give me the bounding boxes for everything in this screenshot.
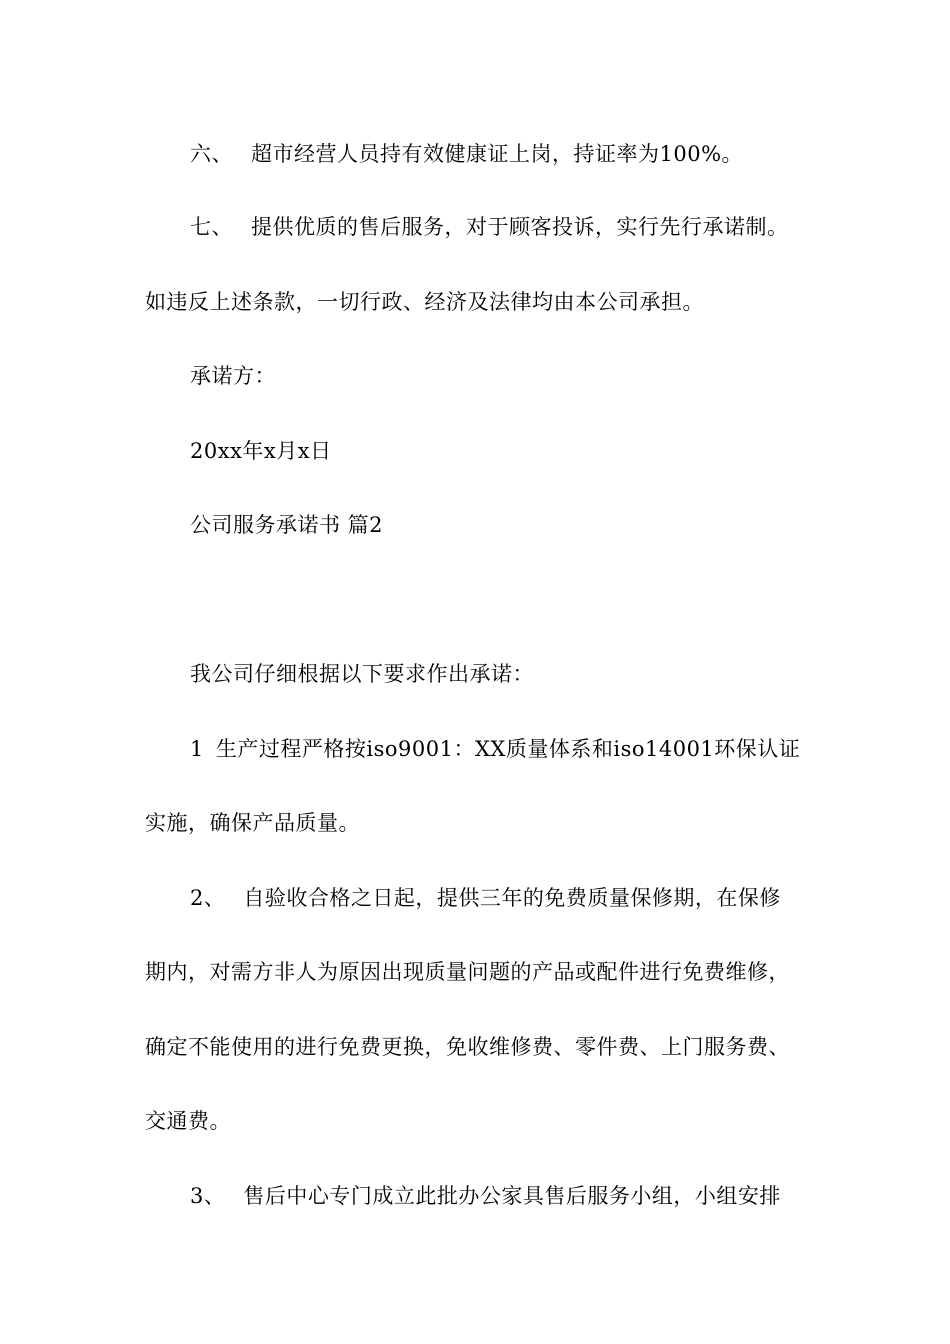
item-two-continued-1: 期内，对需方非人为原因出现质量问题的产品或配件进行免费维修， — [145, 960, 790, 984]
clause-number: 六、 — [190, 142, 233, 166]
item-one-continued: 实施，确保产品质量。 — [145, 811, 360, 835]
item-three — [190, 1182, 781, 1210]
clause-six — [190, 140, 743, 168]
item-two-continued-2: 确定不能使用的进行免费更换，免收维修费、零件费、上门服务费、 — [145, 1035, 790, 1059]
section-title: 公司服务承诺书 篇2 — [190, 513, 384, 537]
clause-seven — [190, 213, 789, 241]
item-text: 生产过程严格按iso9001：XX质量体系和iso14001环保认证 — [215, 737, 801, 761]
item-two — [190, 884, 781, 912]
clause-text: 超市经营人员持有效健康证上岗，持证率为100%。 — [251, 142, 744, 166]
liability-statement: 如违反上述条款，一切行政、经济及法律均由本公司承担。 — [145, 290, 704, 314]
date-line: 20xx年x月x日 — [190, 439, 332, 463]
item-text: 售后中心专门成立此批办公家具售后服务小组，小组安排 — [243, 1184, 781, 1208]
clause-number: 七、 — [190, 215, 233, 239]
item-number: 2、 — [190, 886, 226, 910]
item-one — [190, 735, 800, 763]
item-number: 1 — [190, 737, 204, 761]
item-text: 自验收合格之日起，提供三年的免费质量保修期，在保修 — [243, 886, 781, 910]
clause-text: 提供优质的售后服务，对于顾客投诉，实行先行承诺制。 — [251, 215, 789, 239]
intro-paragraph: 我公司仔细根据以下要求作出承诺： — [190, 662, 534, 686]
promisor-label: 承诺方： — [190, 364, 276, 388]
item-number: 3、 — [190, 1184, 226, 1208]
item-two-continued-3: 交通费。 — [145, 1109, 231, 1133]
